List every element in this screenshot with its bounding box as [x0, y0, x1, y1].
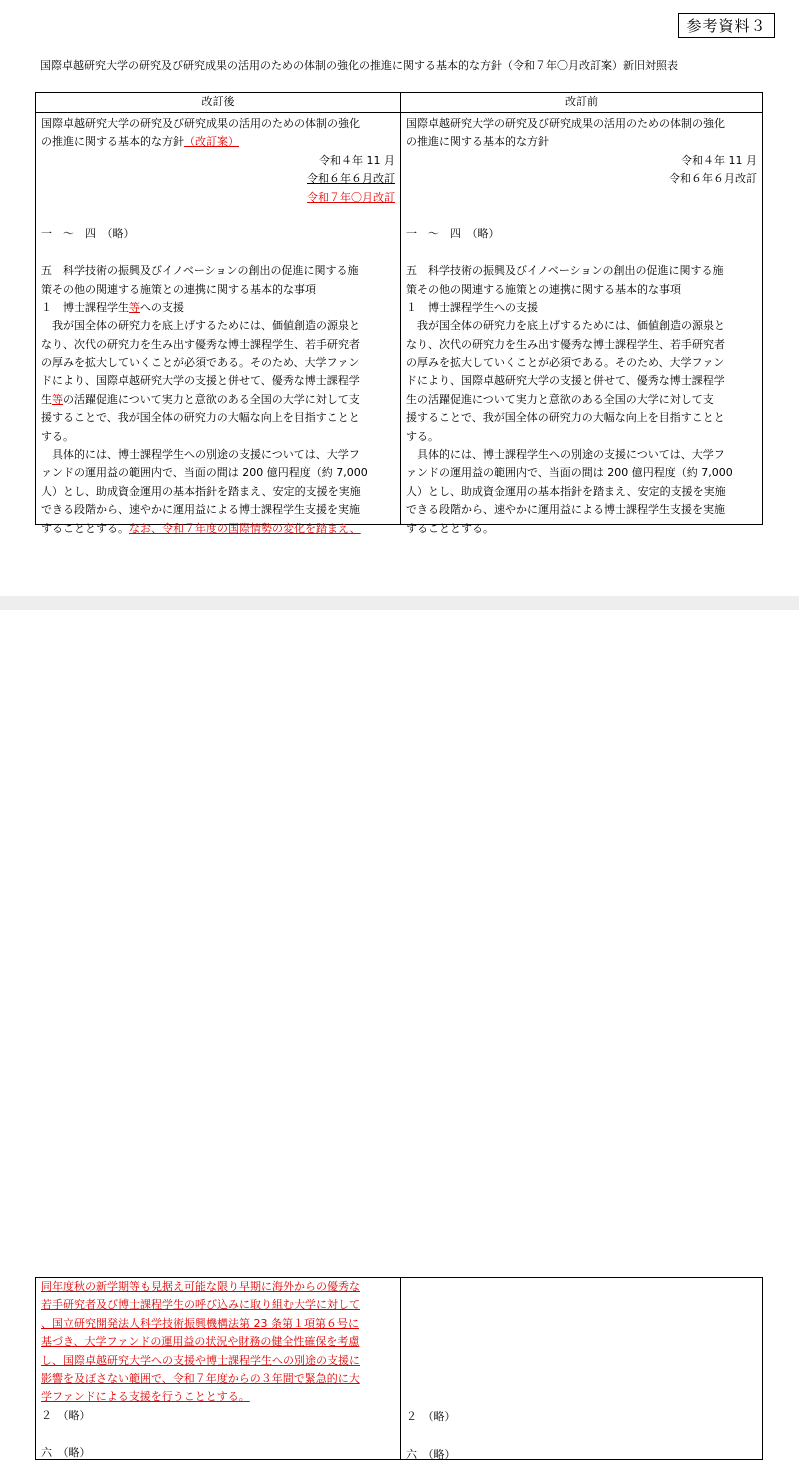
item-heading: １ 博士課程学生への支援 [406, 300, 538, 314]
body-text: することとする。 [41, 521, 129, 535]
body-line: することとする。 [406, 521, 494, 535]
body-line: の厚みを拡大していくことが必須である。そのため、大学ファン [41, 356, 360, 370]
spacer [406, 1333, 757, 1351]
page-separator [0, 596, 799, 610]
revision-marker: （改訂案） [184, 135, 239, 149]
previous-column-header: 改訂前 [401, 93, 762, 113]
body-line [41, 520, 395, 538]
item-omitted: ２ （略） [406, 1409, 456, 1423]
section-heading: 五 科学技術の振興及びイノベーションの創出の促進に関する施 [41, 264, 359, 278]
policy-title-line [41, 133, 395, 151]
previous-column-body [401, 1278, 762, 1464]
previous-column [400, 92, 763, 535]
revision-marker: 等 [52, 392, 63, 406]
document-page-2 [0, 610, 799, 1461]
previous-column-continued [400, 1277, 763, 1460]
reference-label: 参考資料３ [678, 13, 775, 38]
policy-title-text: の推進に関する基本的な方針 [41, 135, 184, 149]
body-line: する。 [406, 429, 439, 443]
section-heading: 策その他の関連する施策との連携に関する基本的な事項 [406, 282, 681, 296]
section-heading: 五 科学技術の振興及びイノベーションの創出の促進に関する施 [406, 264, 724, 278]
spacer [406, 1388, 757, 1406]
date-line: 令和６年６月改訂 [669, 172, 757, 186]
body-line: の厚みを拡大していくことが必須である。そのため、大学ファン [406, 356, 725, 370]
body-line: なり、次代の研究力を生み出す優秀な博士課程学生、若手研究者 [406, 337, 725, 351]
revision-text: 基づき、大学ファンドの運用益の状況や財務の健全性確保を考慮 [41, 1335, 360, 1349]
spacer [406, 1296, 757, 1314]
body-line: 具体的には、博士課程学生への別途の支援については、大学フ [41, 448, 360, 462]
body-text: 生 [41, 392, 52, 406]
revised-column-continued [35, 1277, 401, 1460]
revised-column-body [36, 113, 400, 538]
body-line: 援することで、我が国全体の研究力の大幅な向上を目指すことと [406, 411, 725, 425]
spacer [406, 1352, 757, 1370]
body-line: ァンドの運用益の範囲内で、当面の間は 200 億円程度（約 7,000 [41, 466, 368, 480]
spacer [406, 1370, 757, 1388]
item-omitted: ２ （略） [41, 1408, 91, 1422]
revised-column-header: 改訂後 [36, 93, 400, 113]
body-line: できる段階から、速やかに運用益による博士課程学生支援を実施 [41, 503, 360, 517]
section-omitted: 六 （略） [41, 1445, 91, 1459]
item-heading-text: １ 博士課程学生 [41, 300, 129, 314]
document-page-1 [0, 0, 799, 596]
previous-column-body [401, 113, 762, 538]
revision-text: 同年度秋の新学期等も見据え可能な限り早期に海外からの優秀な [41, 1280, 360, 1293]
body-line: ァンドの運用益の範囲内で、当面の間は 200 億円程度（約 7,000 [406, 466, 733, 480]
date-line: 令和４年 11 月 [681, 153, 757, 167]
revision-text: なお、令和７年度の国際情勢の変化を踏まえ、 [129, 521, 361, 535]
date-line-revised: 令和７年〇月改訂 [307, 190, 395, 204]
date-line: 令和６年６月改訂 [307, 172, 395, 186]
revision-text: 学ファンドによる支援を行うこととする。 [41, 1390, 250, 1404]
spacer [406, 189, 757, 207]
body-line: 我が国全体の研究力を底上げするためには、価値創造の源泉と [41, 319, 360, 333]
spacer [406, 1426, 757, 1444]
section-omitted: 六 （略） [406, 1447, 456, 1461]
item-heading-text: への支援 [140, 300, 184, 314]
spacer [41, 207, 395, 225]
body-line: 我が国全体の研究力を底上げするためには、価値創造の源泉と [406, 319, 725, 333]
body-line: 具体的には、博士課程学生への別途の支援については、大学フ [406, 448, 725, 462]
section-omitted: 一 ～ 四 （略） [406, 227, 500, 241]
revision-text: 若手研究者及び博士課程学生の呼び込みに取り組む大学に対して [41, 1298, 360, 1312]
body-line: なり、次代の研究力を生み出す優秀な博士課程学生、若手研究者 [41, 337, 360, 351]
spacer [406, 244, 757, 262]
body-line [41, 391, 395, 409]
body-line: 生の活躍促進について実力と意欲のある全国の大学に対して支 [406, 392, 714, 406]
item-heading [41, 299, 395, 317]
body-line: 人）とし、助成資金運用の基本指針を踏まえ、安定的支援を実施 [406, 484, 726, 498]
section-heading: 策その他の関連する施策との連携に関する基本的な事項 [41, 282, 316, 296]
policy-title-line: 国際卓越研究大学の研究及び研究成果の活用のための体制の強化 [406, 117, 725, 130]
spacer [406, 1315, 757, 1333]
revision-text: 、国立研究開発法人科学技術振興機構法第 23 条第１項第６号に [41, 1316, 359, 1330]
body-line: 人）とし、助成資金運用の基本指針を踏まえ、安定的支援を実施 [41, 484, 361, 498]
document-title: 国際卓越研究大学の研究及び研究成果の活用のための体制の強化の推進に関する基本的な方針（令和７年〇月改訂案）新旧対照表 [40, 59, 678, 72]
section-omitted: 一 ～ 四 （略） [41, 227, 135, 241]
body-line: ドにより、国際卓越研究大学の支援と併せて、優秀な博士課程学 [406, 374, 725, 388]
spacer [41, 1425, 395, 1443]
date-line: 令和４年 11 月 [319, 153, 395, 167]
policy-title-line: の推進に関する基本的な方針 [406, 135, 549, 149]
revision-text: し、国際卓越研究大学への支援や博士課程学生への別途の支援に [41, 1353, 360, 1367]
body-line: 援することで、我が国全体の研究力の大幅な向上を目指すことと [41, 411, 360, 425]
spacer [41, 244, 395, 262]
revised-column-body [36, 1278, 400, 1462]
spacer [406, 1278, 757, 1296]
revision-marker: 等 [129, 300, 140, 314]
policy-title-line: 国際卓越研究大学の研究及び研究成果の活用のための体制の強化 [41, 117, 360, 130]
revision-text: 影響を及ぼさない範囲で、令和７年度からの３年間で緊急的に大 [41, 1371, 360, 1385]
body-line: できる段階から、速やかに運用益による博士課程学生支援を実施 [406, 503, 725, 517]
spacer [406, 207, 757, 225]
revised-column [35, 92, 401, 535]
body-line: する。 [41, 429, 74, 443]
body-text: の活躍促進について実力と意欲のある全国の大学に対して支 [63, 392, 360, 406]
body-line: ドにより、国際卓越研究大学の支援と併せて、優秀な博士課程学 [41, 374, 360, 388]
